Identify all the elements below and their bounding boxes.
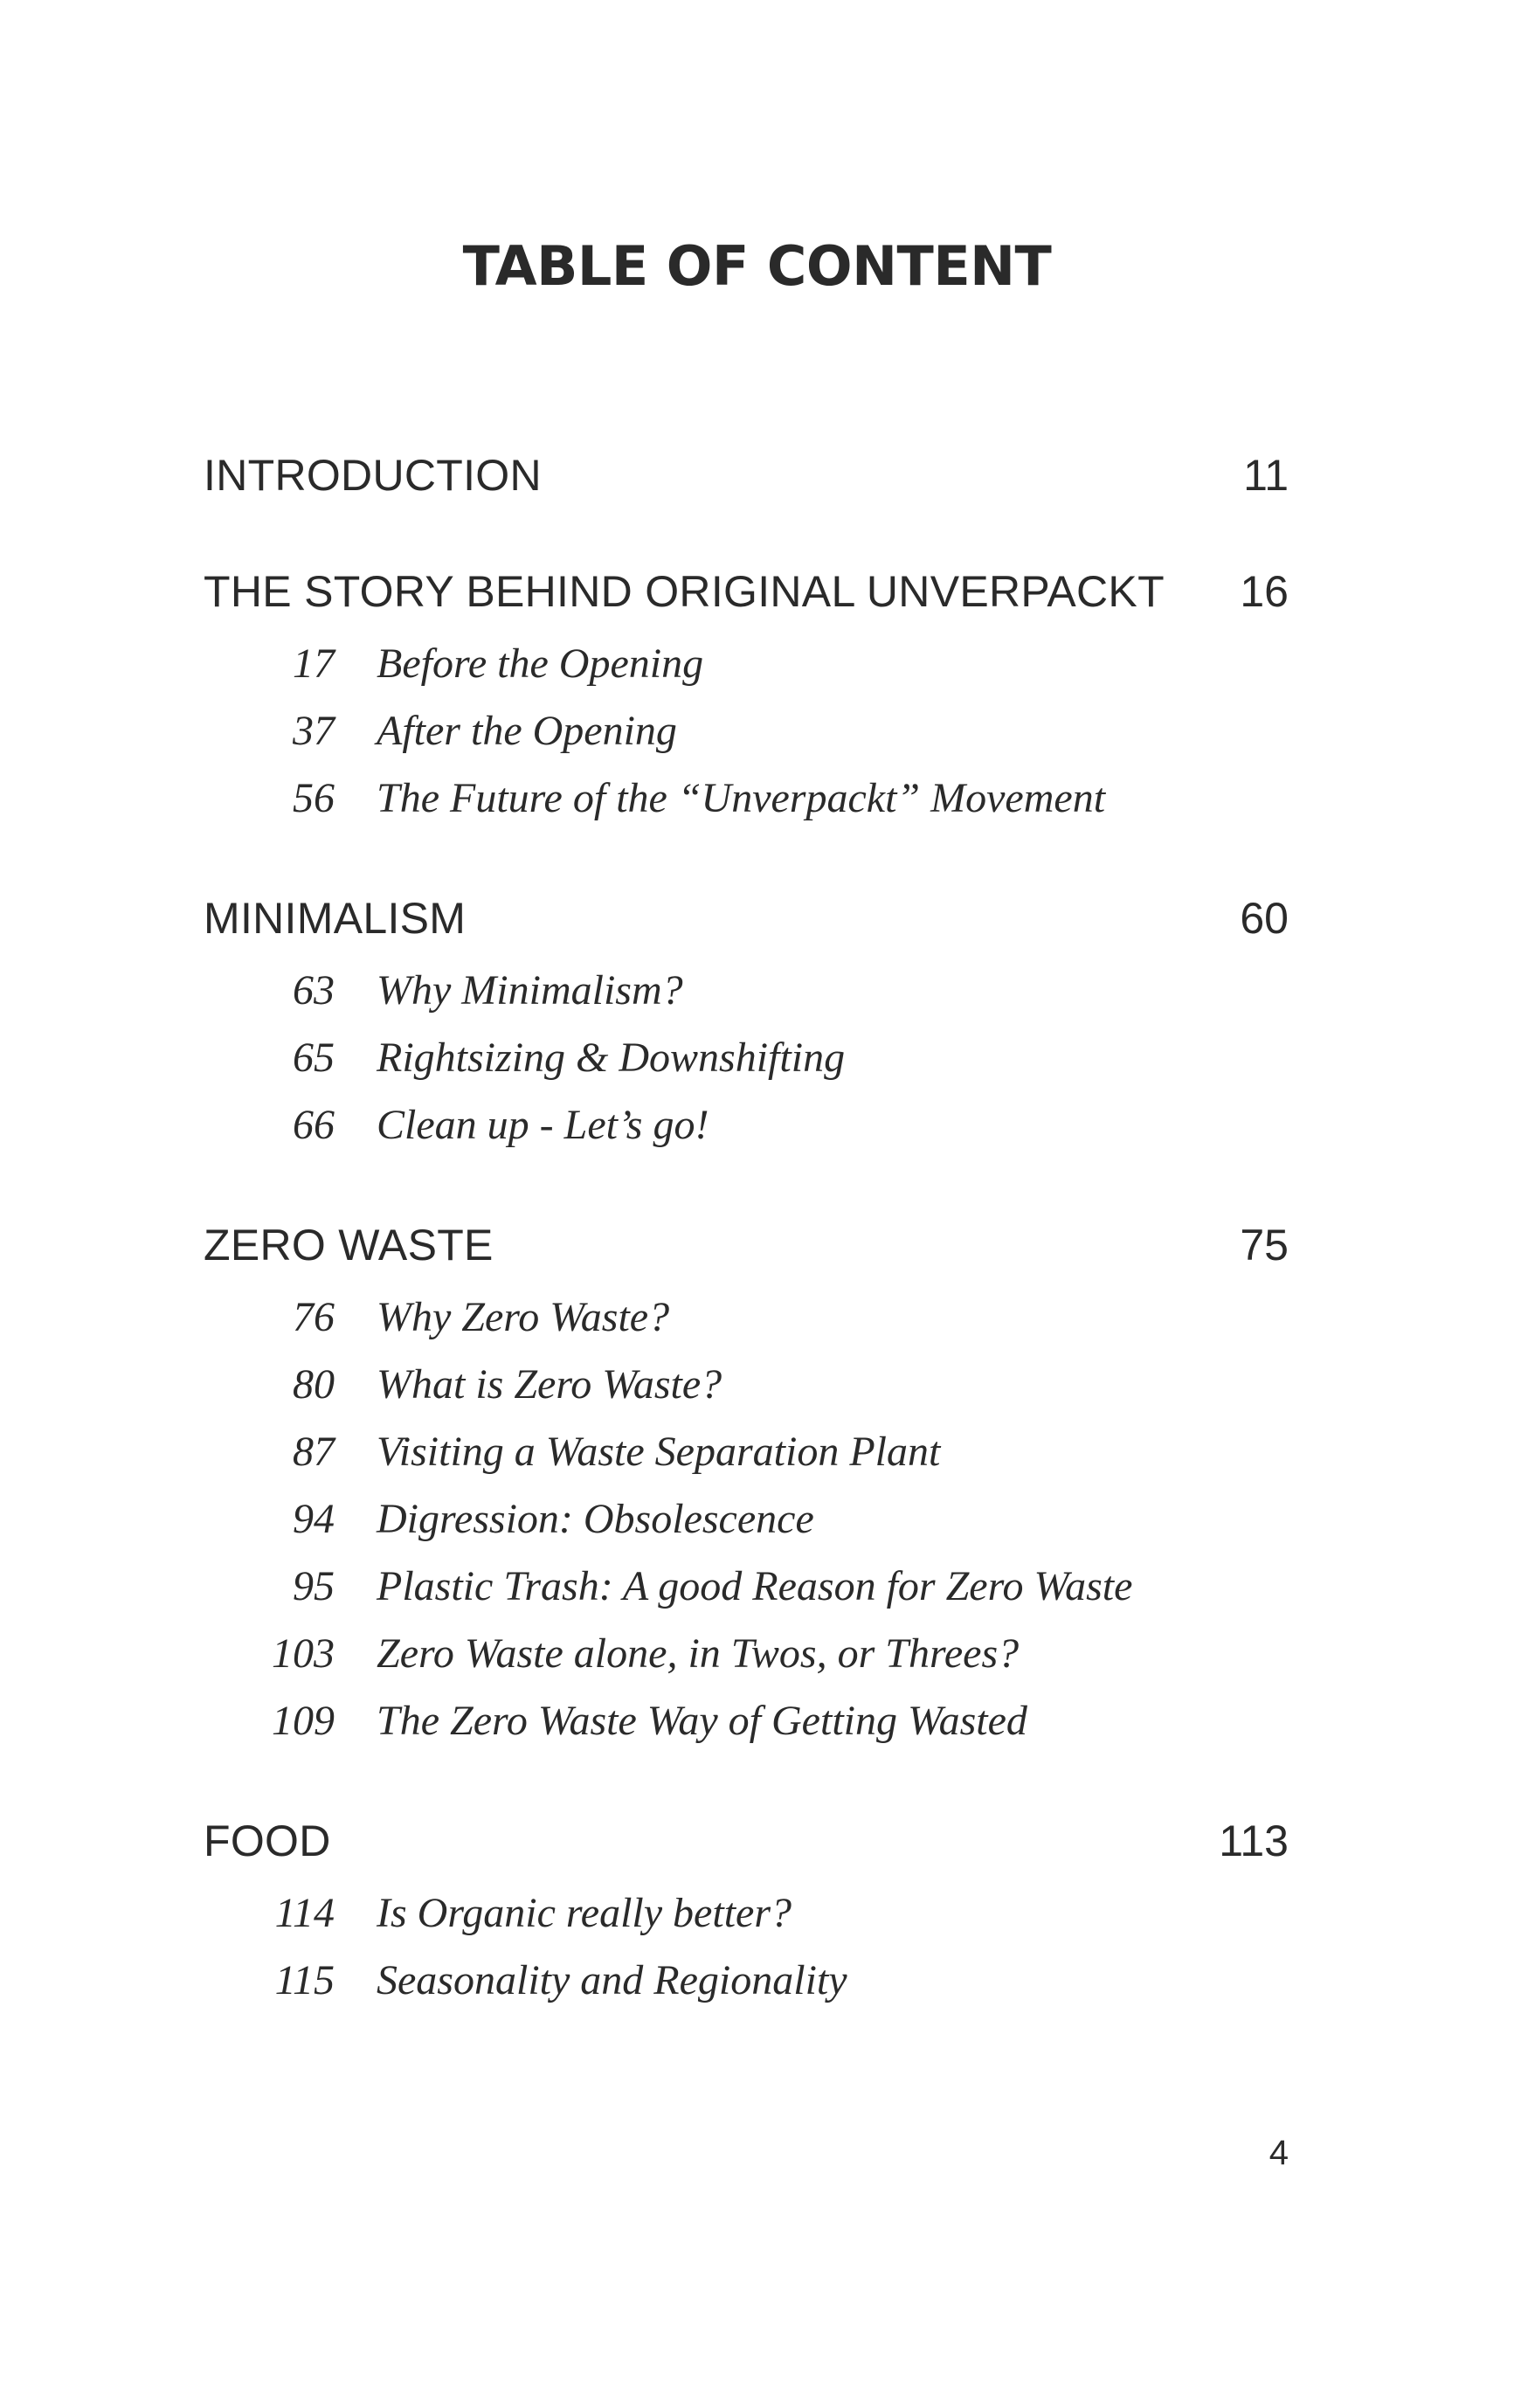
section-entry[interactable] [204, 957, 1289, 1024]
section-entry[interactable] [204, 1418, 1289, 1485]
section-title: After the Opening [377, 708, 677, 754]
chapter-title: INTRODUCTION [204, 451, 542, 500]
section-title: Is Organic really better? [377, 1890, 792, 1936]
section-list [204, 1879, 1289, 2014]
section-page-number: 66 [293, 1102, 335, 1148]
chapter-title: MINIMALISM [204, 894, 467, 943]
section-page-number: 37 [293, 708, 335, 754]
page-number: 4 [1269, 2134, 1289, 2172]
section-title: Zero Waste alone, in Twos, or Threes? [377, 1630, 1020, 1677]
section-entry[interactable] [204, 1024, 1289, 1091]
section-entry[interactable] [204, 630, 1289, 697]
section-title: Plastic Trash: A good Reason for Zero Waste [377, 1563, 1133, 1609]
chapter-page-number: 60 [1240, 894, 1289, 943]
section-entry[interactable] [204, 697, 1289, 765]
section-list [204, 957, 1289, 1159]
section-title: Clean up - Let’s go! [377, 1102, 709, 1148]
chapter-page-number: 11 [1243, 451, 1289, 500]
section-title: Why Minimalism? [377, 967, 683, 1014]
section-entry[interactable] [204, 1687, 1289, 1754]
chapter-page-number: 113 [1219, 1816, 1289, 1865]
section-entry[interactable] [204, 1553, 1289, 1620]
section-entry[interactable] [204, 1351, 1289, 1418]
section-page-number: 103 [272, 1630, 335, 1677]
section-page-number: 17 [293, 640, 335, 687]
section-page-number: 63 [293, 967, 335, 1014]
toc-chapter [204, 562, 1289, 832]
section-title: The Zero Waste Way of Getting Wasted [377, 1698, 1027, 1744]
section-list [204, 1284, 1289, 1754]
section-page-number: 114 [274, 1890, 335, 1936]
chapter-entry[interactable] [204, 562, 1289, 621]
chapter-title: THE STORY BEHIND ORIGINAL UNVERPACKT [204, 567, 1165, 616]
chapter-title: ZERO WASTE [204, 1221, 494, 1270]
toc-chapter [204, 889, 1289, 1159]
chapter-entry[interactable] [204, 1215, 1289, 1275]
chapter-page-number: 16 [1240, 567, 1289, 616]
section-page-number: 56 [293, 775, 335, 821]
section-page-number: 115 [274, 1957, 335, 2003]
section-entry[interactable] [204, 1879, 1289, 1947]
section-title: Rightsizing & Downshifting [377, 1034, 846, 1081]
section-page-number: 95 [293, 1563, 335, 1609]
section-title: Why Zero Waste? [377, 1294, 670, 1340]
section-page-number: 109 [272, 1698, 335, 1744]
table-of-contents [204, 446, 1289, 2071]
toc-chapter [204, 1811, 1289, 2014]
section-page-number: 65 [293, 1034, 335, 1081]
section-entry[interactable] [204, 1284, 1289, 1351]
section-page-number: 76 [293, 1294, 335, 1340]
section-page-number: 94 [293, 1496, 335, 1542]
section-entry[interactable] [204, 765, 1289, 832]
section-entry[interactable] [204, 1947, 1289, 2014]
chapter-entry[interactable] [204, 1811, 1289, 1871]
chapter-entry[interactable] [204, 889, 1289, 948]
section-entry[interactable] [204, 1620, 1289, 1687]
section-entry[interactable] [204, 1091, 1289, 1159]
section-entry[interactable] [204, 1485, 1289, 1553]
section-page-number: 87 [293, 1429, 335, 1475]
section-title: Before the Opening [377, 640, 704, 687]
toc-chapter [204, 446, 1289, 505]
chapter-page-number: 75 [1240, 1221, 1289, 1270]
section-page-number: 80 [293, 1361, 335, 1408]
section-title: What is Zero Waste? [377, 1361, 722, 1408]
chapter-entry[interactable] [204, 446, 1289, 505]
toc-chapter [204, 1215, 1289, 1754]
section-title: Seasonality and Regionality [377, 1957, 847, 2003]
section-title: Visiting a Waste Separation Plant [377, 1429, 941, 1475]
page-title: TABLE OF CONTENT [462, 234, 1052, 298]
chapter-title: FOOD [204, 1816, 331, 1865]
section-list [204, 630, 1289, 832]
section-title: Digression: Obsolescence [377, 1496, 814, 1542]
section-title: The Future of the “Unverpackt” Movement [377, 775, 1106, 821]
